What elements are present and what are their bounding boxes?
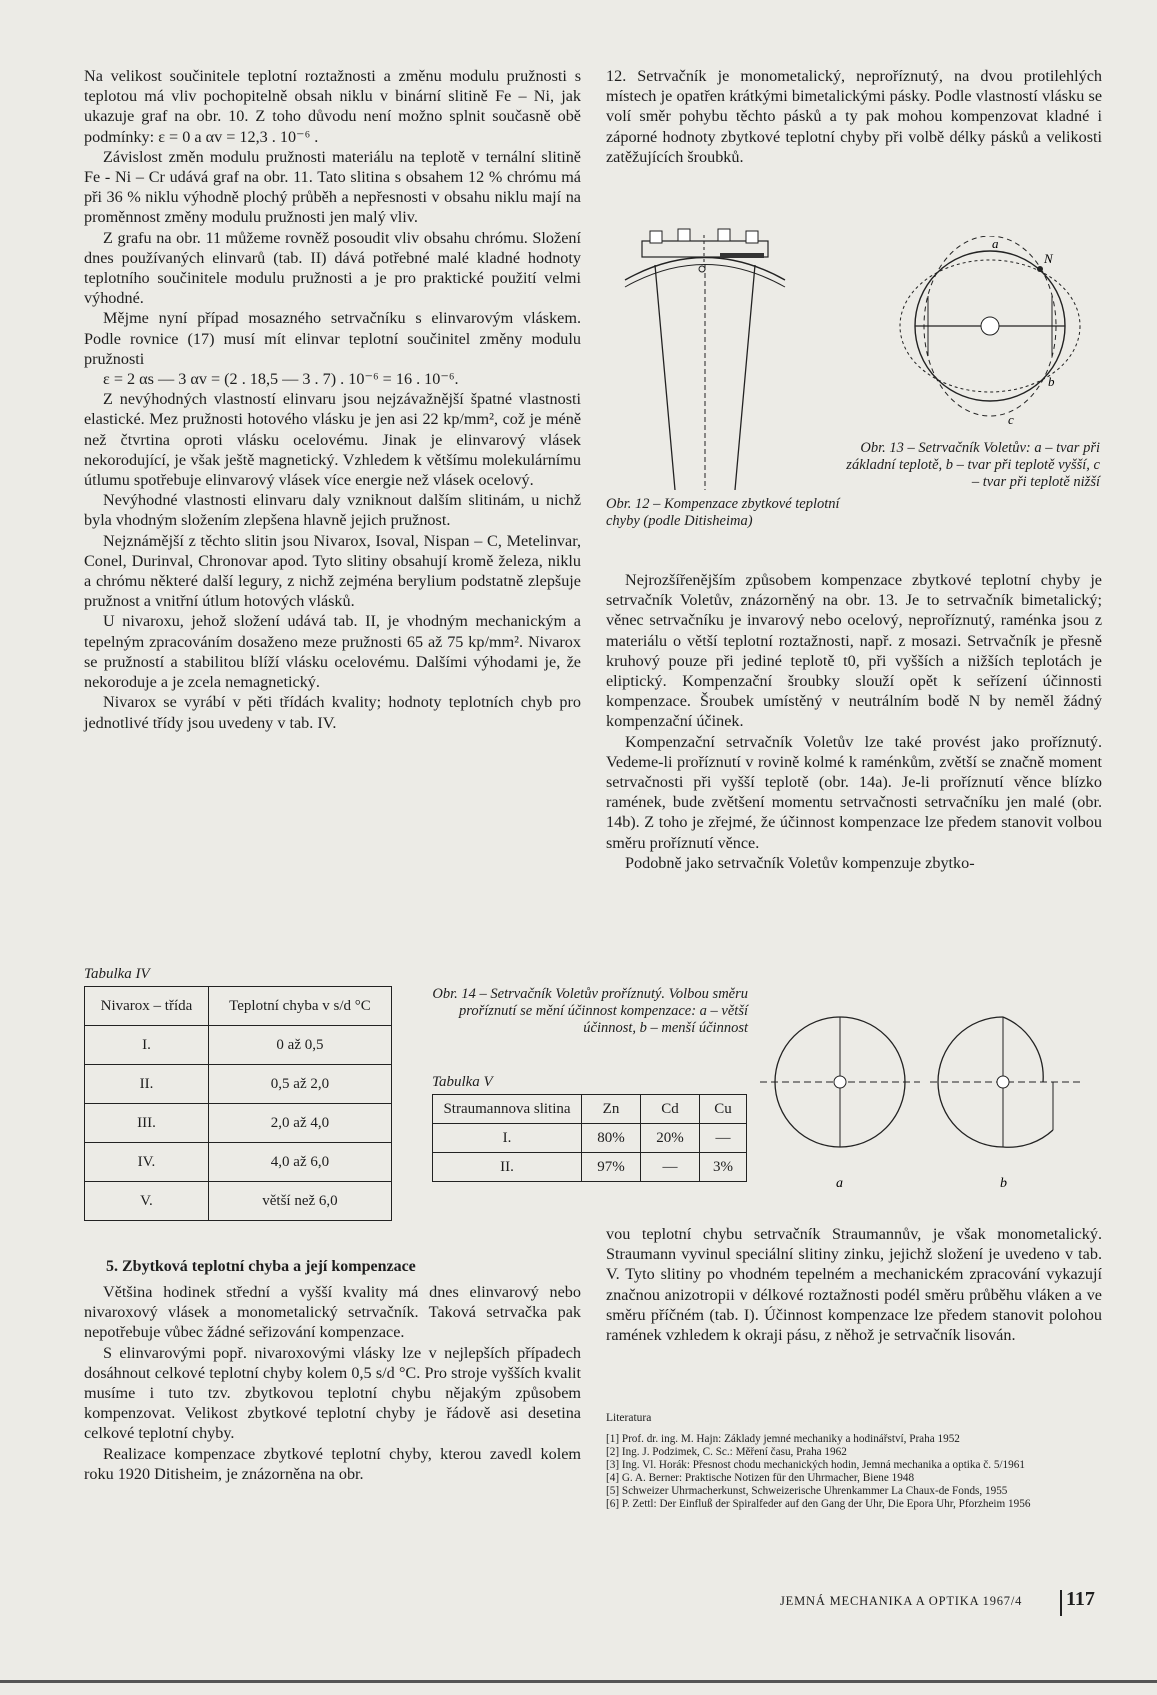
table-row — [433, 1124, 747, 1153]
table-cell: 0 až 0,5 — [208, 1026, 391, 1065]
fig14-label-b: b — [1000, 1176, 1007, 1191]
paragraph: Závislost změn modulu pružnosti materiálu na teplotě v ternální slitině Fe - Ni – Cr udává graf na obr. 11. Tato slitina s obsahem 12 % chrómu má při 36 % niklu výhodně plochý průběh a nepřesnosti v obsahu niklu mají na proměnnost změny modulu pružnosti jen malý vliv. — [84, 147, 581, 227]
table-cell: I. — [433, 1124, 582, 1153]
paragraph: Podobně jako setrvačník Voletův kompenzuje zbytko- — [625, 853, 975, 872]
table-cell: 2,0 až 4,0 — [208, 1104, 391, 1143]
left-column — [84, 66, 581, 733]
paragraph: Z grafu na obr. 11 můžeme rovněž posoudit vliv obsahu chrómu. Složení dnes používaných elinvarů (tab. II) dává potřebné malé kladné hodnoty teplotního součinitele modulu pružnosti a je pro praktické použití velmi výhodné. — [84, 228, 581, 308]
fig13-label-n: N — [1044, 251, 1053, 266]
figure-14-caption: Obr. 14 – Setrvačník Voletův proříznutý. Volbou směru proříznutí se mění účinnost kompenzace: a – větší účinnost, b – menší účinnost — [432, 986, 748, 1036]
figure-13-drawing — [880, 236, 1100, 446]
table-cell: V. — [85, 1182, 209, 1221]
paragraph: U nivaroxu, jehož složení udává tab. II, je vhodným mechanickým a tepelným zpracováním dosaženo meze pružnosti 65 až 75 kp/mm². Nivarox se pružností a stabilitou blíží vlásku ocelovému. Dalšími výhodami je, že nekoroduje a je zcela nemagnetický. — [84, 612, 581, 692]
right-column-bottom — [606, 1224, 1102, 1345]
fig14-label-a: a — [836, 1176, 843, 1191]
table-cell: 20% — [641, 1124, 700, 1153]
paragraph: vou teplotní chybu setrvačník Straumannův, je však monometalický. Straumann vyvinul speciální slitiny zinku, jejichž složení je uvedeno v tab. V. Tyto slitiny po vhodném tepelném a mechanickém zpracování vykazují značnou anizotropii v délkové roztažnosti podél směru průběhu vláken a ve směru příčném (tab. I). Účinnost kompenzace lze předem stanovit polohou ramének vzhledem k okraji pásu, z něhož je setrvačník lisován. — [606, 1225, 1102, 1345]
table-header-cell: Teplotní chyba v s/d °C — [208, 987, 391, 1026]
figure-13-caption: Obr. 13 – Setrvačník Voletův: a – tvar při základní teplotě, b – tvar při teplotě vyšší, c – tvar při teplotě nižší — [846, 440, 1100, 490]
table-cell: 0,5 až 2,0 — [208, 1065, 391, 1104]
page-edge-line — [0, 1680, 1157, 1683]
table4-title: Tabulka IV — [84, 966, 150, 982]
paragraph: Realizace kompenzace zbytkové teplotní chyby, kterou zavedl kolem roku 1920 Ditisheim, je znázorněna na obr. — [84, 1444, 581, 1483]
literature-heading: Literatura — [606, 1412, 652, 1424]
figure-14-drawing — [760, 1012, 1100, 1202]
table-header-row — [85, 987, 392, 1026]
table-row — [85, 1182, 392, 1221]
literature — [606, 1412, 1102, 1511]
figure-12-drawing — [620, 225, 790, 495]
paragraph: Z nevýhodných vlastností elinvaru jsou nejzávažnější špatné vlastnosti elastické. Mez pružnosti hotového vlásku je jen asi 22 kp/mm², což je méně než čtvrtina oproti vlásku ocelovému. Jinak je elinvarový vlásek nekorodující, je však ještě magnetický. Vzhledem k většímu molekulárnímu útlumu spotřebuje elinvarový vlásek více energie než vlásek ocelový. — [84, 390, 581, 490]
figure-12-caption: Obr. 12 – Kompenzace zbytkové teplotní chyby (podle Ditisheima) — [606, 496, 840, 529]
fig13-label-a: a — [992, 236, 999, 251]
paragraph: Nejrozšířenějším způsobem kompenzace zbytkové teplotní chyby je setrvačník Voletův, znázorněný na obr. 13. Je to setrvačník bimetalický; věnec setrvačníku je invarový nebo ocelový, neproříznutý, raménka jsou z materiálu o větší teplotní roztažnosti, např. z mosazi. Setrvačník je přesně kruhový pouze při jediné teplotě t0, při vyšších a nižších teplotách je eliptický. Kompenzační šroubky slouží opět k seřízení účinnosti kompenzace. Šroubek umístěný v neutrálním bodě N by neměl žádný kompenzační účinek. — [606, 571, 1102, 731]
paragraph: Kompenzační setrvačník Voletův lze také provést jako proříznutý. Vedeme-li proříznutí v rovině kolmé k raménkům, zvětší se značně moment setrvačnosti při vyšší teplotě (obr. 14a). Je-li proříznutí věnce blízko ramének, bude zvětšení momentu setrvačnosti setrvačníku jen malé (obr. 14b). Z toho je zřejmé, že účinnost kompenzace lze předem stanovit volbou směru proříznutí věnce. — [606, 732, 1102, 852]
table-header-row — [433, 1095, 747, 1124]
literature-item: [2] Ing. J. Podzimek, C. Sc.: Měření času, Praha 1962 — [606, 1446, 847, 1458]
table-cell: I. — [85, 1026, 209, 1065]
paragraph: S elinvarovými popř. nivaroxovými vlásky lze v nejlepších případech dosáhnout celkové teplotní chyby kolem 0,5 s/d °C. Pro stroje vyšších kvalit musíme i tuto tzv. zbytkovou teplotní chybu nějakým způsobem kompenzovat. Velikost zbytkové teplotní chyby je řádově asi desetina celkové teplotní chyby. — [84, 1343, 581, 1443]
paragraph: Mějme nyní případ mosazného setrvačníku s elinvarovým vláskem. Podle rovnice (17) musí mít elinvar teplotní součinitel změny modulu pružnosti — [84, 309, 581, 368]
right-column-top — [606, 66, 1102, 167]
right-column-mid — [606, 570, 1102, 873]
paragraph: 12. Setrvačník je monometalický, neproříznutý, na dvou protilehlých místech je opatřen krátkými bimetalickými pásky. Podle vlastností vlásku se volí směr pohybu těchto pásků a ty pak mohou kompenzovat kladné i záporné hodnoty zbytkové teplotní chyby při volbě délky pásků a velikosti zatěžujících šroubků. — [606, 67, 1102, 166]
paragraph: Nivarox se vyrábí v pěti třídách kvality; hodnoty teplotních chyb pro jednotlivé třídy jsou uvedeny v tab. IV. — [84, 693, 581, 732]
table-cell: IV. — [85, 1143, 209, 1182]
table-cell: II. — [433, 1153, 582, 1182]
table5 — [432, 1094, 747, 1182]
table-row — [85, 1104, 392, 1143]
table-cell: — — [700, 1124, 747, 1153]
table-cell: III. — [85, 1104, 209, 1143]
table-cell: — — [641, 1153, 700, 1182]
table-header-cell: Cu — [700, 1095, 747, 1124]
footer-divider — [1060, 1590, 1062, 1616]
table-row — [85, 1143, 392, 1182]
paragraph: Většina hodinek střední a vyšší kvality má dnes elinvarový nebo nivaroxový vlásek a monometalický setrvačník. Taková setrvačka pak nepotřebuje vůbec žádné seřizování kompenzace. — [84, 1283, 581, 1342]
literature-item: [4] G. A. Berner: Praktische Notizen für den Uhrmacher, Biene 1948 — [606, 1472, 915, 1484]
table-header-cell: Nivarox – třída — [85, 987, 209, 1026]
table-header-cell: Zn — [582, 1095, 641, 1124]
literature-item: [3] Ing. Vl. Horák: Přesnost chodu mechanických hodin, Jemná mechanika a optika č. 5/1961 — [606, 1459, 1025, 1471]
table-cell: větší než 6,0 — [208, 1182, 391, 1221]
table-row — [433, 1153, 747, 1182]
equation: ε = 2 αs — 3 αv = (2 . 18,5 — 3 . 7) . 10⁻⁶ = 16 . 10⁻⁶. — [103, 370, 459, 389]
table-row — [85, 1026, 392, 1065]
paragraph: Nevýhodné vlastnosti elinvaru daly vzniknout dalším slitinám, u nichž byla vhodným složením zlepšena hlavně jejich pružnost. — [84, 491, 581, 530]
literature-item: [6] P. Zettl: Der Einfluß der Spiralfeder auf den Gang der Uhr, Die Epora Uhr, Pforzheim 1956 — [606, 1498, 1031, 1510]
table-row — [85, 1065, 392, 1104]
table-cell: 80% — [582, 1124, 641, 1153]
paragraph: Nejznámější z těchto slitin jsou Nivarox, Isoval, Nispan – C, Metelinvar, Conel, Durinval, Chronovar apod. Tyto slitiny obsahují kromě železa, niklu a chrómu některé další legury, z nichž zejména berylium podstatně zlepšuje pružnost a vnitřní útlum hotových vlásků. — [84, 531, 581, 611]
fig13-label-c: c — [1008, 412, 1014, 427]
table-cell: 4,0 až 6,0 — [208, 1143, 391, 1182]
table-header-cell: Cd — [641, 1095, 700, 1124]
table5-title: Tabulka V — [432, 1074, 493, 1090]
fig13-label-b: b — [1048, 374, 1055, 389]
section5-body — [84, 1282, 581, 1484]
literature-item: [1] Prof. dr. ing. M. Hajn: Základy jemné mechaniky a hodinářství, Praha 1952 — [606, 1433, 960, 1445]
table-header-cell: Straumannova slitina — [433, 1095, 582, 1124]
literature-item: [5] Schweizer Uhrmacherkunst, Schweizerische Uhrenkammer La Chaux-de Fonds, 1955 — [606, 1485, 1008, 1497]
journal-footer: JEMNÁ MECHANIKA A OPTIKA 1967/4 — [780, 1594, 1023, 1608]
section-heading: 5. Zbytková teplotní chyba a její kompenzace — [106, 1258, 416, 1275]
paragraph: Na velikost součinitele teplotní roztažnosti a změnu modulu pružnosti s teplotou má vliv pochopitelně obsah niklu v binární slitině Fe – Ni, jak ukazuje graf na obr. 10. Z toho důvodu není možno splnit současně obě podmínky: ε = 0 a αv = 12,3 . 10⁻⁶ . — [84, 67, 581, 146]
table-cell: 3% — [700, 1153, 747, 1182]
table-cell: 97% — [582, 1153, 641, 1182]
page-number: 117 — [1066, 1588, 1095, 1610]
table4 — [84, 986, 392, 1221]
table-cell: II. — [85, 1065, 209, 1104]
